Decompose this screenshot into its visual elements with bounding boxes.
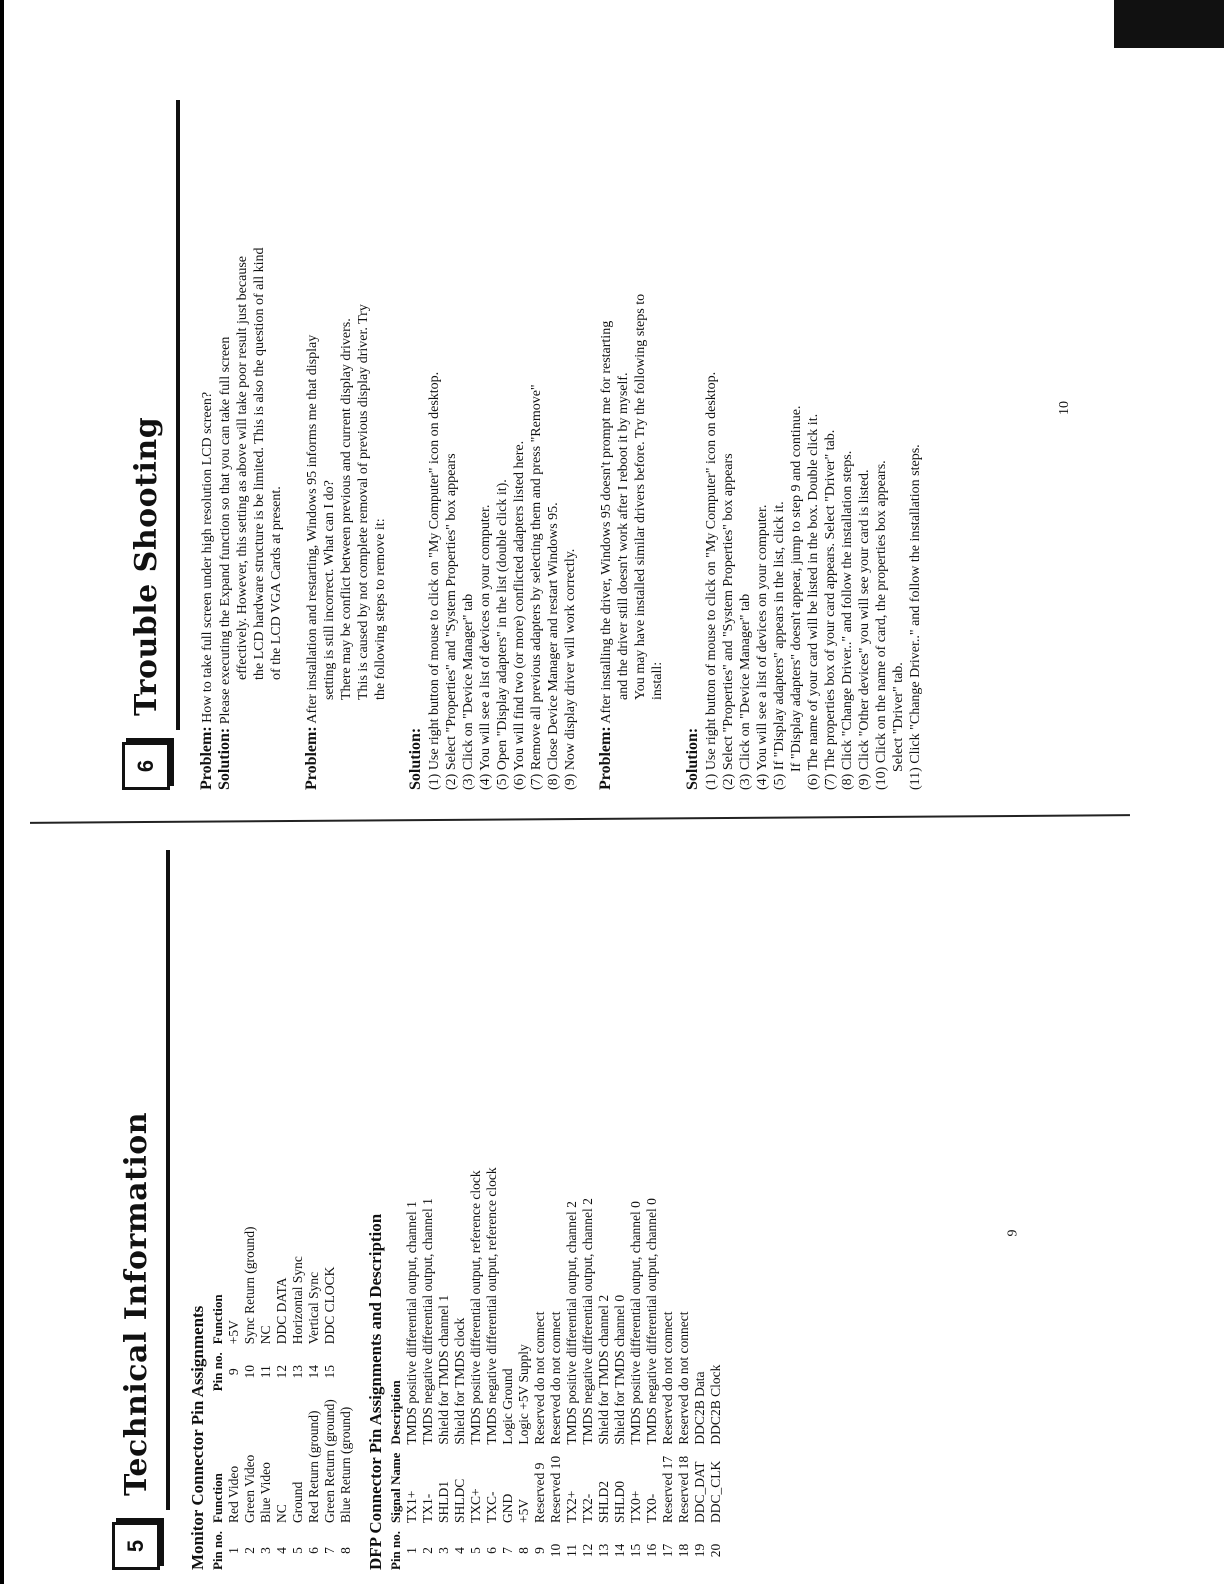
table-cell: TMDS negative differential output, channel 1 [420,1198,435,1445]
dfp-pin-table [388,1159,724,1570]
table-cell: TX1+ [404,1490,419,1523]
table-row [306,1219,322,1570]
solution-step: Select "Driver" tab. [891,662,906,772]
solution-step: (3) Click on "Device Manager" tab [461,593,476,790]
table-row [226,1219,242,1570]
table-cell: Red Video [226,1465,241,1523]
problem-label: Problem: [198,726,215,790]
table-row [708,1159,724,1570]
problem-line: setting is still incorrect. What can I do? [322,480,337,700]
table-cell: Sync Return (ground) [242,1226,257,1345]
table-cell: TMDS positive differential output, channel 2 [564,1201,579,1445]
table-cell: TMDS negative differential output, channel 0 [644,1198,659,1445]
table-cell: TMDS positive differential output, reference clock [468,1170,483,1445]
table-cell: 7 [322,1547,337,1554]
table-cell: TMDS positive differential output, channel 0 [628,1201,643,1445]
table-cell: 20 [708,1543,723,1558]
table-cell: TMDS negative differential output, channel 2 [580,1198,595,1445]
table-cell: TXC+ [468,1488,483,1523]
table-cell: GND [500,1493,515,1523]
table-row [516,1159,532,1570]
problem-line: After installation and restarting, Windows 95 informs me that display [305,334,320,724]
table-cell: 15 [628,1543,643,1558]
chapter-header [120,100,172,790]
solution-line: of the LCD VGA Cards at present. [269,486,284,680]
scan-corner-mark [1114,0,1224,48]
table-row [242,1219,258,1570]
table-cell: Reserved do not connect [548,1311,563,1445]
table-cell: TXC- [484,1491,499,1523]
solution-step: (6) The name of your card will be listed in the box. Double click it. [806,413,821,790]
solution-step: (1) Use right button of mouse to click on "My Computer" icon on desktop. [704,371,719,790]
table-cell: Shield for TMDS channel 2 [596,1294,611,1445]
table-cell: +5V [516,1498,531,1523]
table-cell: Green Return (ground) [322,1399,337,1523]
table-row [612,1159,628,1570]
table-cell: SHLD0 [612,1480,627,1523]
table-cell: 16 [644,1543,659,1558]
problem-line: You may have installed similar drivers before. Try the following steps to [633,293,648,700]
solution-step: (8) Close Device Manager and restart Windows 95. [546,502,561,790]
page-number-left: 9 [1005,1229,1021,1237]
table-cell: Reserved 10 [548,1455,563,1523]
table-row [290,1219,306,1570]
solution-step: If "Display adapters" doesn't appear, jump to step 9 and continue. [789,405,804,772]
table-cell: 9 [532,1547,547,1554]
table-cell: 1 [226,1547,241,1554]
table-cell: 4 [452,1547,467,1554]
monitor-pin-table [210,1219,354,1570]
solution-step: (2) Select "Properties" and "System Properties" box appears [721,453,736,790]
table-cell: 15 [322,1365,337,1379]
problem-line: This is caused by not complete removal of previous display driver. Try [356,304,371,700]
table-row [692,1159,708,1570]
table-row [420,1159,436,1570]
table-cell: 18 [676,1543,691,1558]
table-cell: TX2+ [564,1490,579,1523]
table-cell: 13 [596,1543,611,1558]
problem-line: install: [650,661,665,700]
table-cell: 2 [420,1547,435,1554]
table-cell: 11 [258,1365,273,1379]
table-cell: TMDS negative differential output, reference clock [484,1167,499,1445]
table-cell: 12 [274,1365,289,1379]
table-row [644,1159,660,1570]
table-cell: 9 [226,1368,241,1376]
table-cell: 14 [612,1543,627,1558]
solution-heading: Solution: [684,727,701,790]
table-cell: 13 [290,1365,305,1379]
solution-step: (7) Remove all previous adapters by selecting them and press "Remove" [529,384,544,790]
problem-label: Problem: [597,726,614,790]
solution-step: (3) Click on "Device Manager" tab [738,593,753,790]
table-cell: Reserved 9 [532,1462,547,1523]
table-cell: 8 [516,1547,531,1554]
table-cell: 19 [692,1543,707,1558]
problem-line: There may be conflict between previous and current display drivers. [339,318,354,700]
table-cell: 3 [436,1547,451,1554]
table-cell: 17 [660,1543,675,1558]
table-row [404,1159,420,1570]
problem-line: After installing the driver, Windows 95 doesn't prompt me for restarting [599,320,614,724]
table-cell [338,1344,354,1391]
col-header: Function [210,1473,225,1523]
table-cell: DDC_DAT [692,1461,707,1523]
solution-step: (11) Click "Change Driver.." and follow the installation steps. [908,444,923,790]
table-cell: NC [274,1504,289,1523]
table-cell: 7 [500,1547,515,1554]
solution-step: (10) Click on the name of card, the properties box appears. [874,460,889,790]
chapter-title: Technical Information [118,1111,154,1496]
chapter-rule [176,100,180,730]
table-row [564,1159,580,1570]
table-row [532,1159,548,1570]
table-cell: Red Return (ground) [306,1410,321,1523]
table-cell: 12 [580,1543,595,1558]
scan-edge [0,0,4,1584]
table-header-row [388,1159,404,1570]
solution-line: Please executing the Expand function so that you can take full screen [218,336,233,725]
solution-line: the LCD hardware structure is be limited. This is also the question of all kind [252,247,267,680]
problem-block-2 [303,100,389,790]
table-row [628,1159,644,1570]
table-cell: DDC CLOCK [322,1266,337,1345]
table-row [436,1159,452,1570]
table-cell: 6 [306,1547,321,1554]
table-cell: Reserved do not connect [660,1311,675,1445]
col-header: Signal Name [388,1452,403,1523]
solution-step: (6) You will find two (or more) conflicted adapters listed here. [512,440,527,790]
table-row [452,1159,468,1570]
table-cell: Shield for TMDS clock [452,1317,467,1445]
solution-step: (2) Select "Properties" and "System Properties" box appears [444,453,459,790]
table-cell: 10 [548,1543,563,1558]
col-header: Pin no. [388,1530,403,1570]
table-cell: TMDS positive differential output, channel 1 [404,1201,419,1445]
table-cell: TX0+ [628,1490,643,1523]
page-trouble-shooting [120,100,1020,790]
table-row [580,1159,596,1570]
monitor-section-title: Monitor Connector Pin Assignments [188,1305,207,1570]
table-row [274,1219,290,1570]
table-cell: NC [258,1325,273,1345]
problem-text: How to take full screen under high resolution LCD screen? [200,391,215,723]
table-cell: Ground [290,1481,305,1523]
solution-step: (4) You will see a list of devices on your computer. [755,504,770,790]
table-cell: 5 [468,1547,483,1554]
chapter-number-box: 6 [122,742,170,790]
solution-line: effectively. However, this setting as above will take poor result just because [235,256,250,680]
table-cell: DDC DATA [274,1277,289,1345]
solution-step: (9) Click "Other devices" you will see your card is listed. [857,469,872,790]
table-cell: Logic Ground [500,1368,515,1445]
table-cell: DDC2B Data [692,1371,707,1445]
solution-label: Solution: [216,727,233,790]
table-cell: 2 [242,1547,257,1554]
problem-line: and the driver still doesn't work after I reboot it by myself. [616,372,631,700]
table-row [596,1159,612,1570]
problem-block-3 [597,100,666,790]
table-cell: Shield for TMDS channel 1 [436,1294,451,1445]
table-cell: 10 [242,1365,257,1379]
page-divider [30,814,1130,824]
table-cell: 3 [258,1547,273,1554]
table-cell: SHLD1 [436,1480,451,1523]
table-cell: DDC2B Clock [708,1364,723,1445]
table-cell: TX2- [580,1493,595,1523]
table-cell: 1 [404,1547,419,1554]
table-cell: DDC_CLK [708,1460,723,1523]
chapter-header [110,850,162,1570]
table-cell: 4 [274,1547,289,1554]
table-cell: 11 [564,1544,579,1557]
solution-step: (9) Now display driver will work correctly. [563,548,578,790]
problem-label: Problem: [303,726,320,790]
solution-heading: Solution: [407,727,424,790]
table-cell: Shield for TMDS channel 0 [612,1294,627,1445]
problem-block-1 [198,100,285,790]
table-row [676,1159,692,1570]
table-row [660,1159,676,1570]
table-cell: +5V [226,1320,241,1345]
table-row [500,1159,516,1570]
solution-step: (1) Use right button of mouse to click on "My Computer" icon on desktop. [427,371,442,790]
table-row [322,1219,338,1570]
col-header: Pin no. [210,1352,225,1392]
solution-block-2 [407,100,579,790]
page-number-right: 10 [1057,401,1072,415]
table-row [468,1159,484,1570]
table-cell: Reserved do not connect [676,1311,691,1445]
table-cell: Green Video [242,1454,257,1523]
table-cell: Logic +5V Supply [516,1344,531,1445]
dfp-section-title: DFP Connector Pin Assignments and Description [366,1213,385,1570]
table-row [258,1219,274,1570]
solution-step: (5) Open "Display adapters" in the list (double click it). [495,479,510,790]
table-cell: Reserved 18 [676,1455,691,1523]
page-technical-information [110,850,730,1570]
table-row [548,1159,564,1570]
table-row [484,1159,500,1570]
table-cell: Blue Return (ground) [338,1406,353,1523]
table-cell: Reserved 17 [660,1455,675,1523]
solution-step: (5) If "Display adapters" appears in the list, click it. [772,501,787,790]
table-row [338,1219,354,1570]
col-header: Description [388,1380,403,1445]
solution-block-3 [684,100,924,790]
chapter-number-box: 5 [112,1522,160,1570]
solution-step: (8) Click "Change Driver.." and follow the installation steps. [840,450,855,790]
table-cell: TX0- [644,1493,659,1523]
col-header: Function [210,1294,225,1345]
table-cell: Blue Video [258,1462,273,1523]
chapter-title: Trouble Shooting [128,416,164,716]
table-cell: 5 [290,1547,305,1554]
table-cell: Reserved do not connect [532,1311,547,1445]
solution-step: (7) The properties box of your card appears. Select "Driver" tab. [823,429,838,790]
table-cell: SHLDC [452,1478,467,1523]
table-cell: TX1- [420,1493,435,1523]
table-cell: 14 [306,1365,321,1379]
chapter-rule [166,850,170,1510]
col-header: Pin no. [210,1530,225,1570]
table-cell: SHLD2 [596,1480,611,1523]
table-cell: Vertical Sync [306,1271,321,1345]
table-cell: 6 [484,1547,499,1554]
problem-line: the following steps to remove it: [373,518,388,700]
table-cell: 8 [338,1547,353,1554]
table-header-row [210,1219,226,1570]
solution-step: (4) You will see a list of devices on your computer. [478,504,493,790]
table-cell: Horizontal Sync [290,1256,305,1345]
table-cell [338,1219,354,1345]
